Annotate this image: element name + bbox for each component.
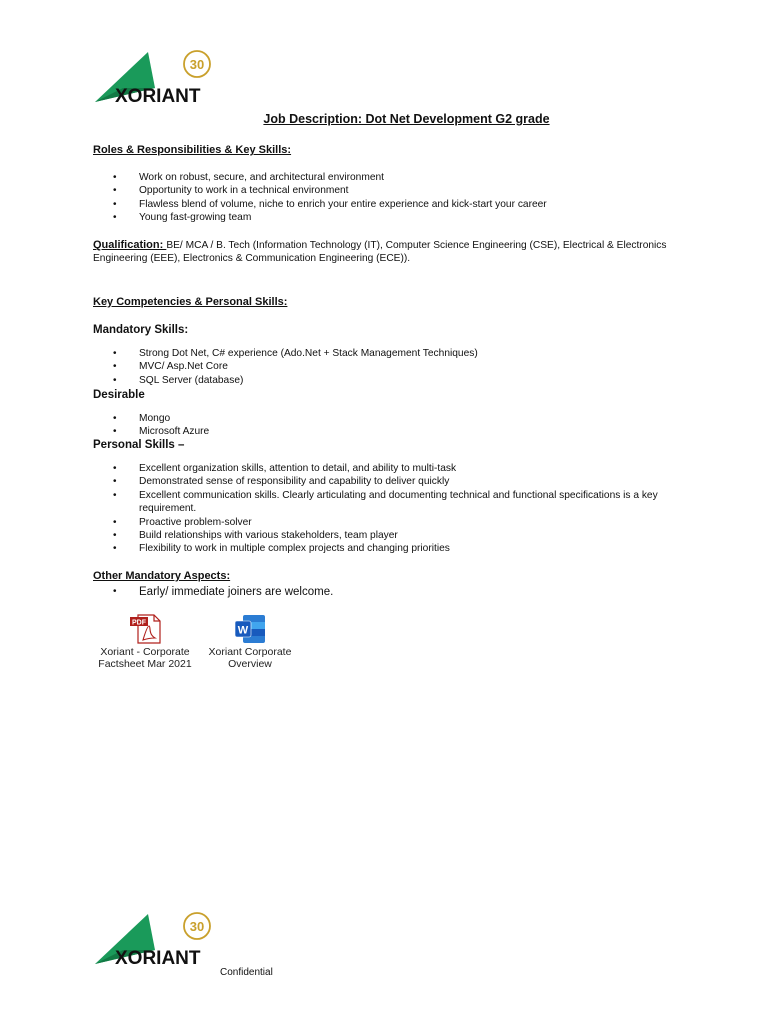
logo-badge: 30 <box>189 57 205 72</box>
other-list <box>93 585 673 599</box>
attachment-word-name-line1: Xoriant Corporate <box>208 646 292 658</box>
logo-text: XORIANT <box>115 948 201 969</box>
list-item: • Strong Dot Net, C# experience (Ado.Net + Stack Management Techniques) <box>93 347 673 360</box>
list-item: • Flexibility to work in multiple complex projects and changing priorities <box>93 542 673 555</box>
company-logo-header <box>93 48 218 113</box>
pdf-file-icon <box>128 614 162 644</box>
attachment-pdf-name-line1: Xoriant - Corporate <box>100 646 190 658</box>
list-item: • Work on robust, secure, and architectural environment <box>93 171 673 184</box>
desirable-heading: Desirable <box>93 389 145 401</box>
list-item: • Early/ immediate joiners are welcome. <box>93 585 673 599</box>
xoriant-logo <box>93 48 218 108</box>
mandatory-heading: Mandatory Skills: <box>93 324 189 336</box>
attachment-pdf-name-line2: Factsheet Mar 2021 <box>98 658 192 670</box>
roles-heading: Roles & Responsibilities & Key Skills: <box>93 144 292 156</box>
attachment-word-name-line2: Overview <box>228 658 272 670</box>
list-item: • Young fast-growing team <box>93 211 673 224</box>
qualification-text: BE/ MCA / B. Tech (Information Technology (IT), Computer Science Engineering (CSE), Electrical & Electronics Engineering (EEE), Electronics & Communication Engineering (ECE)). <box>93 240 667 265</box>
competencies-heading: Key Competencies & Personal Skills: <box>93 296 288 308</box>
desirable-list <box>93 412 673 439</box>
list-item: • Microsoft Azure <box>93 425 673 438</box>
personal-heading: Personal Skills – <box>93 439 185 451</box>
page-title: Job Description: Dot Net Development G2 grade <box>263 112 550 126</box>
xoriant-logo <box>93 910 218 970</box>
list-item: • Demonstrated sense of responsibility and capability to deliver quickly <box>93 475 673 488</box>
list-item: • SQL Server (database) <box>93 374 673 387</box>
other-heading: Other Mandatory Aspects: <box>93 570 231 582</box>
roles-list <box>93 171 673 225</box>
company-logo-footer <box>93 910 218 975</box>
list-item: • Excellent organization skills, attention to detail, and ability to multi-task <box>93 462 673 475</box>
logo-badge: 30 <box>189 919 205 934</box>
attachment-pdf[interactable] <box>95 614 195 670</box>
word-file-icon <box>233 614 267 644</box>
attachment-word[interactable] <box>200 614 300 670</box>
list-item: • Opportunity to work in a technical environment <box>93 184 673 197</box>
mandatory-list <box>93 347 673 387</box>
list-item: • Build relationships with various stakeholders, team player <box>93 529 673 542</box>
svg-text:W: W <box>237 624 249 637</box>
svg-text:PDF: PDF <box>132 619 146 627</box>
personal-list <box>93 462 673 556</box>
list-item: • Mongo <box>93 412 673 425</box>
qualification-paragraph <box>93 239 673 266</box>
qualification-label: Qualification: <box>93 239 167 251</box>
list-item: • MVC/ Asp.Net Core <box>93 360 673 373</box>
list-item: • Flawless blend of volume, niche to enrich your entire experience and kick-start your career <box>93 198 673 211</box>
confidential-label: Confidential <box>220 967 273 978</box>
list-item: • Proactive problem-solver <box>93 516 673 529</box>
list-item: • Excellent communication skills. Clearly articulating and documenting technical and functional specifications is a key requirement. <box>93 489 673 516</box>
logo-text: XORIANT <box>115 86 201 107</box>
